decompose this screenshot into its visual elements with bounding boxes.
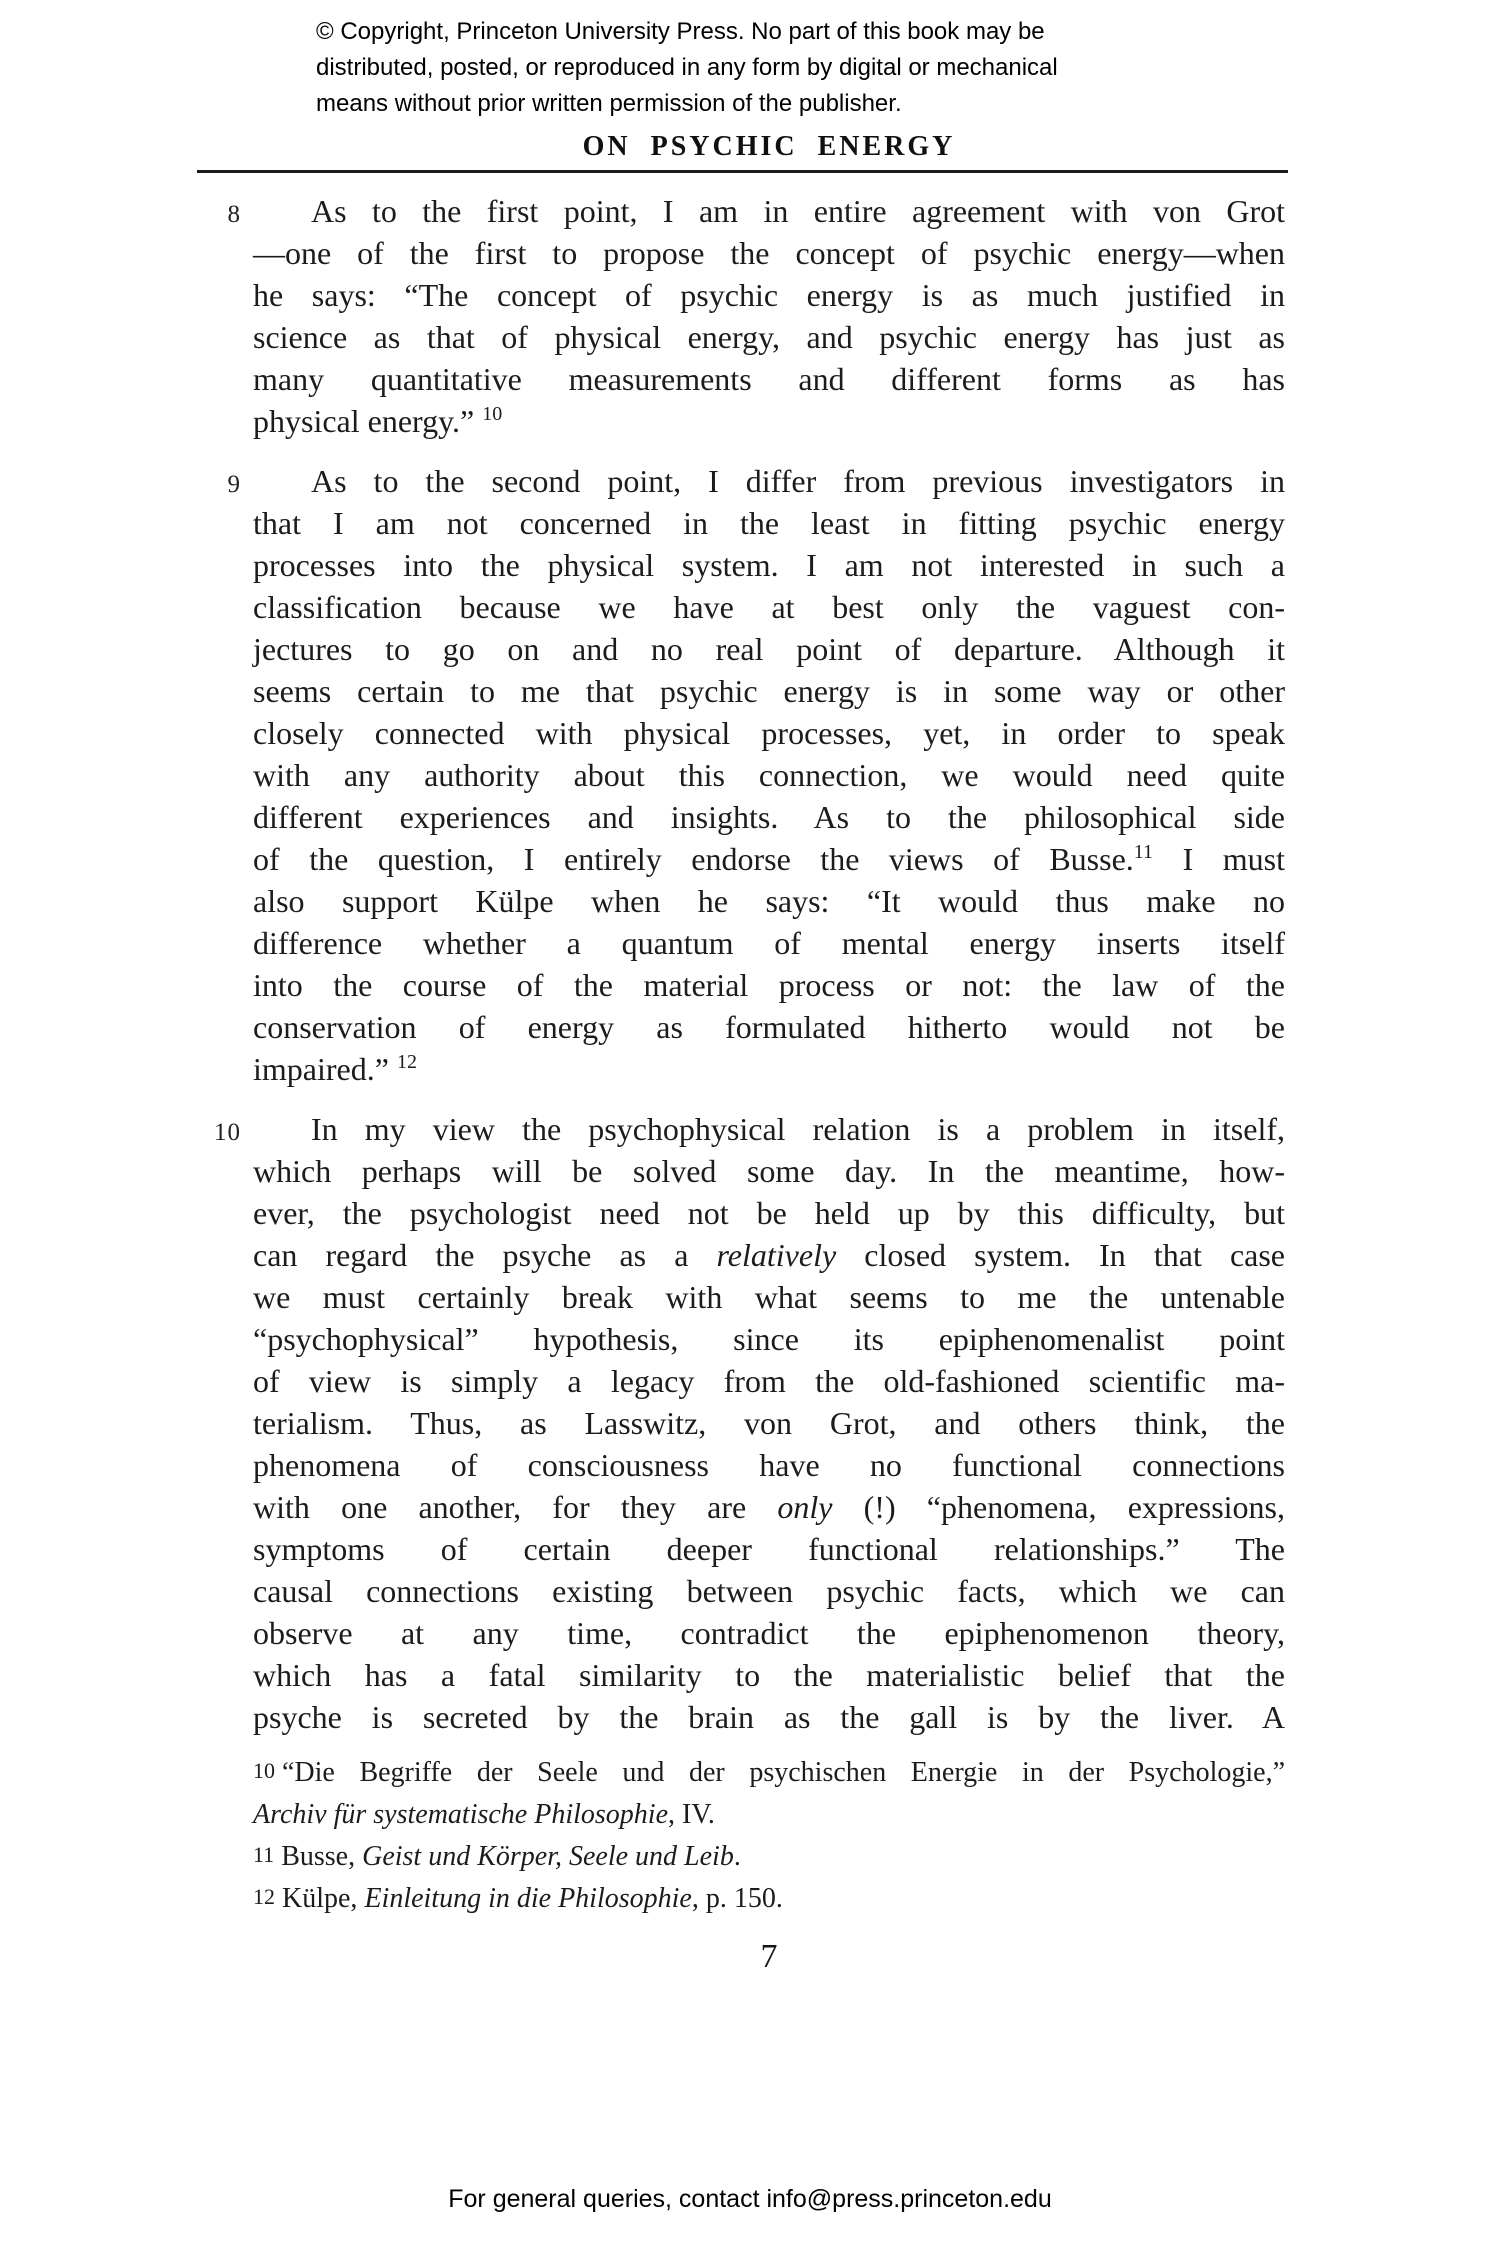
text-line — [253, 1360, 1285, 1402]
text-line — [253, 460, 1285, 502]
footnote-marker: 11 — [253, 1842, 275, 1867]
footnote — [253, 1878, 1285, 1920]
italic-text: Einleitung in die Philosophie — [364, 1883, 692, 1914]
text-run: processes into the physical system. I am not interested in such a — [253, 547, 1285, 583]
text-run: causal connections existing between psychic facts, which we can — [253, 1573, 1285, 1609]
text-line — [253, 1192, 1285, 1234]
text-run: terialism. Thus, as Lasswitz, von Grot, and others think, the — [253, 1405, 1285, 1441]
text-run: I must — [1153, 841, 1286, 877]
text-line — [253, 1108, 1285, 1150]
running-head: ON PSYCHIC ENERGY — [582, 131, 956, 162]
text-run: jectures to go on and no real point of departure. Although it — [253, 631, 1285, 667]
copyright-line: © Copyright, Princeton University Press. No part of this book may be — [316, 18, 1045, 45]
text-line — [253, 712, 1285, 754]
text-run: which has a fatal similarity to the materialistic belief that the — [253, 1657, 1285, 1693]
text-line — [253, 358, 1285, 400]
text-run: conservation of energy as formulated hitherto would not be — [253, 1009, 1285, 1045]
text-run: As to the second point, I differ from previous investigators in — [311, 463, 1285, 499]
text-run: with one another, for they are — [253, 1489, 778, 1525]
text-run: observe at any time, contradict the epiphenomenon theory, — [253, 1615, 1285, 1651]
text-run: closely connected with physical processes, yet, in order to speak — [253, 715, 1285, 751]
superscript-ref: 11 — [1133, 841, 1154, 863]
text-line — [253, 964, 1285, 1006]
text-run: Külpe, — [282, 1883, 365, 1914]
text-run: , p. 150. — [691, 1883, 783, 1914]
text-run: of the question, I entirely endorse the views of Busse. — [253, 841, 1134, 877]
footer-contact: For general queries, contact info@press.princeton.edu — [448, 2185, 1052, 2213]
superscript-ref: 12 — [396, 1051, 417, 1073]
text-run: we must certainly break with what seems to me the untenable — [253, 1279, 1285, 1315]
text-line — [253, 1570, 1285, 1612]
text-run: into the course of the material process or not: the law of the — [253, 967, 1285, 1003]
text-line — [253, 1794, 1285, 1836]
text-line — [253, 1006, 1285, 1048]
text-line — [253, 670, 1285, 712]
text-run: phenomena of consciousness have no functional connections — [253, 1447, 1285, 1483]
text-run: “psychophysical” hypothesis, since its epiphenomenalist point — [253, 1321, 1285, 1357]
text-run: impaired.” — [253, 1051, 397, 1087]
text-line — [253, 1276, 1285, 1318]
text-line — [253, 754, 1285, 796]
footnote — [253, 1836, 1285, 1878]
text-run: As to the first point, I am in entire agreement with von Grot — [311, 193, 1285, 229]
italic-text: Geist und Körper, Seele und Leib — [362, 1841, 734, 1872]
text-line — [253, 1234, 1285, 1276]
page-number: 7 — [760, 1938, 778, 1975]
text-run: can regard the psyche as a — [253, 1237, 717, 1273]
text-run: Busse, — [281, 1841, 363, 1872]
footnote — [253, 1752, 1285, 1836]
text-run: seems certain to me that psychic energy is in some way or other — [253, 673, 1285, 709]
text-line — [253, 316, 1285, 358]
text-run: classification because we have at best only the vaguest con- — [253, 589, 1285, 625]
divider-rule — [197, 170, 1288, 173]
paragraph — [227, 460, 1286, 1090]
text-line — [253, 1878, 1285, 1920]
text-line — [253, 1528, 1285, 1570]
text-run: he says: “The concept of psychic energy is as much justified in — [253, 277, 1285, 313]
text-run: also support Külpe when he says: “It would thus make no — [253, 883, 1285, 919]
text-run: different experiences and insights. As to the philosophical side — [253, 799, 1285, 835]
text-run: that I am not concerned in the least in fitting psychic energy — [253, 505, 1285, 541]
text-run: symptoms of certain deeper functional relationships.” The — [253, 1531, 1285, 1567]
text-line — [253, 502, 1285, 544]
footnote-marker: 12 — [253, 1884, 275, 1909]
italic-text: relatively — [716, 1237, 837, 1273]
text-line — [253, 1048, 1285, 1090]
italic-text: only — [777, 1489, 833, 1525]
text-line — [253, 1444, 1285, 1486]
text-run: In my view the psychophysical relation is a problem in itself, — [311, 1111, 1285, 1147]
copyright-line: distributed, posted, or reproduced in any form by digital or mechanical — [316, 54, 1058, 81]
copyright-notice — [316, 14, 1058, 122]
paragraph-number: 10 — [214, 1119, 241, 1146]
text-line — [253, 1752, 1285, 1794]
text-run: “Die Begriffe der Seele und der psychischen Energie in der Psychologie,” — [282, 1757, 1285, 1788]
text-line — [253, 274, 1285, 316]
copyright-line: means without prior written permission of the publisher. — [316, 90, 902, 117]
text-line — [253, 400, 1285, 442]
text-line — [253, 628, 1285, 670]
paragraph — [227, 190, 1285, 442]
text-run: of view is simply a legacy from the old-fashioned scientific ma- — [253, 1363, 1285, 1399]
text-line — [253, 1318, 1285, 1360]
text-run: which perhaps will be solved some day. In the meantime, how- — [253, 1153, 1285, 1189]
text-line — [253, 1696, 1285, 1738]
text-line — [253, 232, 1285, 274]
text-line — [253, 1612, 1285, 1654]
text-line — [253, 586, 1285, 628]
text-line — [253, 1654, 1285, 1696]
text-run: many quantitative measurements and different forms as has — [253, 361, 1285, 397]
text-line — [253, 922, 1285, 964]
footnotes-section — [253, 1752, 1285, 1920]
text-run: science as that of physical energy, and psychic energy has just as — [253, 319, 1285, 355]
text-run: psyche is secreted by the brain as the gall is by the liver. A — [253, 1699, 1285, 1735]
text-run: (!) “phenomena, expressions, — [832, 1489, 1285, 1525]
text-line — [253, 796, 1285, 838]
text-run: physical energy.” — [253, 403, 483, 439]
text-line — [253, 1402, 1285, 1444]
text-line — [253, 1836, 1285, 1878]
text-run: difference whether a quantum of mental energy inserts itself — [253, 925, 1285, 961]
text-line — [253, 544, 1285, 586]
text-line — [253, 880, 1285, 922]
text-line — [253, 1150, 1285, 1192]
text-run: , IV. — [668, 1799, 715, 1830]
text-run: —one of the first to propose the concept of psychic energy—when — [253, 235, 1285, 271]
paragraph-number: 9 — [227, 471, 241, 498]
footnote-marker: 10 — [253, 1758, 275, 1783]
text-run: closed system. In that case — [836, 1237, 1286, 1273]
page-body — [214, 190, 1286, 1738]
text-line — [253, 838, 1285, 880]
text-line — [253, 190, 1285, 232]
superscript-ref: 10 — [482, 403, 503, 425]
text-line — [253, 1486, 1285, 1528]
text-run: . — [733, 1841, 741, 1872]
paragraph — [214, 1108, 1286, 1738]
italic-text: Archiv für systematische Philosophie — [253, 1799, 668, 1830]
paragraph-number: 8 — [227, 201, 241, 228]
text-run: with any authority about this connection, we would need quite — [253, 757, 1285, 793]
text-run: ever, the psychologist need not be held up by this difficulty, but — [253, 1195, 1285, 1231]
